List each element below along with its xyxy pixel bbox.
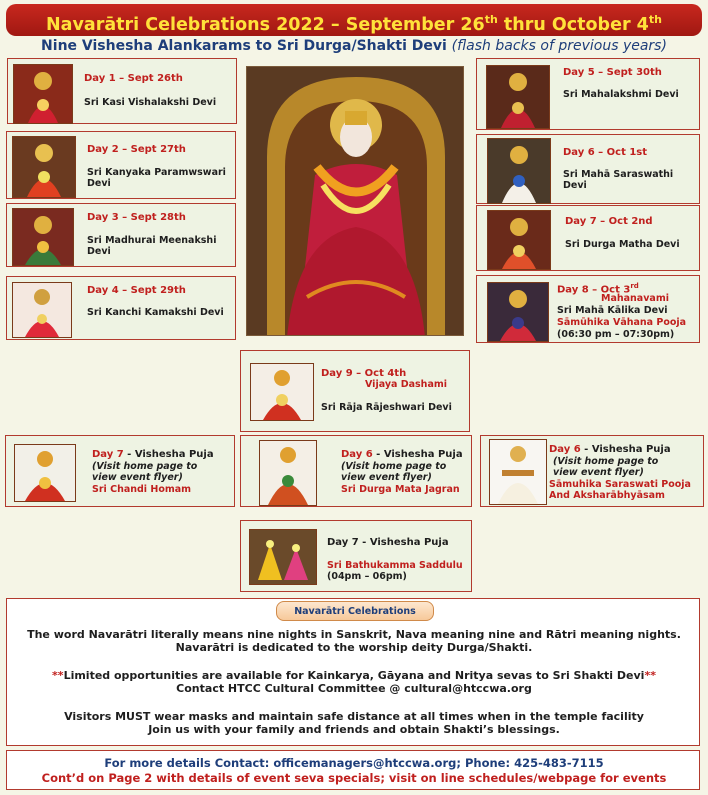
- puja-3-event: Sāmuhika Saraswati Pooja And Aksharābhyāsam: [549, 479, 691, 501]
- day-3-deity: Sri Madhurai Meenakshi Devi: [87, 235, 217, 257]
- puja-card-chandi-homam: [5, 435, 235, 507]
- puja-card-saraswati-pooja: [480, 435, 704, 507]
- day-card-1: [7, 58, 237, 124]
- puja-1-label: - Vishesha Puja: [123, 449, 214, 460]
- subtitle-note: (flash backs of previous years): [451, 38, 667, 54]
- puja-card-bathukamma: [240, 520, 472, 592]
- day-8-date-text: Day 8 – Oct 3: [557, 284, 631, 296]
- puja-2-day: Day 6: [341, 449, 373, 460]
- main-deity-photo: [246, 66, 464, 336]
- day-1-deity: Sri Kasi Vishalakshi Devi: [84, 97, 217, 108]
- day-card-5: [476, 58, 700, 130]
- day-card-3: [6, 203, 236, 267]
- day-7-deity: Sri Durga Matha Devi: [565, 239, 680, 250]
- info-contact-line: Contact HTCC Cultural Committee @ cultural@htccwa.org: [176, 682, 532, 695]
- day-3-photo: [12, 208, 74, 266]
- puja-4-title: [327, 537, 449, 548]
- day-card-9: [240, 350, 470, 432]
- puja-4-event: Sri Bathukamma Saddulu: [327, 560, 463, 571]
- info-join-line: Join us with your family and friends and obtain Shakti’s blessings.: [148, 723, 560, 736]
- puja-3-day: Day 6: [549, 444, 581, 455]
- puja-2-note: (Visit home page to view event flyer): [341, 461, 447, 483]
- day-9-deity: Sri Rāja Rājeshwari Devi: [321, 402, 452, 413]
- day-card-8: [476, 275, 700, 343]
- puja-3-photo: [489, 439, 547, 505]
- puja-2-label: - Vishesha Puja: [372, 449, 463, 460]
- day-card-6: [476, 134, 700, 204]
- puja-2-title: [341, 449, 463, 460]
- banner-title-b: thru October 4: [497, 14, 649, 35]
- day-7-photo: [487, 210, 551, 270]
- puja-1-title: [92, 449, 214, 460]
- day-8-event: Mahanavami: [601, 293, 669, 304]
- day-1-photo: [13, 64, 73, 124]
- info-paragraph-2-text: Limited opportunities are available for Kainkarya, Gāyana and Nritya sevas to Sri Shakti Devi: [63, 669, 645, 682]
- puja-1-day: Day 7: [92, 449, 124, 460]
- day-4-deity: Sri Kanchi Kamakshi Devi: [87, 307, 224, 318]
- puja-4-day: Day 7: [327, 537, 359, 548]
- footer-continued: Cont’d on Page 2 with details of event seva specials; visit on line schedules/webpage for events: [41, 771, 667, 785]
- day-2-date: Day 2 – Sept 27th: [87, 144, 186, 155]
- day-3-date: Day 3 – Sept 28th: [87, 212, 186, 223]
- banner-sup-a: th: [484, 13, 498, 26]
- info-stars-right: **: [644, 669, 656, 682]
- page-banner: [6, 4, 702, 36]
- day-8-photo: [487, 282, 549, 342]
- info-tab: Navarātri Celebrations: [276, 601, 434, 621]
- banner-sup-b: th: [648, 13, 662, 26]
- puja-2-photo: [259, 440, 317, 506]
- day-9-event: Vijaya Dashami: [365, 379, 448, 390]
- day-6-photo: [487, 138, 551, 204]
- puja-1-event: Sri Chandi Homam: [92, 484, 192, 495]
- info-masks-line: Visitors MUST wear masks and maintain safe distance at all times when in the temple facility: [64, 710, 644, 723]
- day-5-photo: [486, 65, 550, 129]
- puja-3-title: [549, 444, 671, 455]
- puja-4-time: (04pm – 06pm): [327, 571, 407, 582]
- day-8-pooja: Sāmūhika Vāhana Pooja: [557, 317, 687, 328]
- day-7-date: Day 7 – Oct 2nd: [565, 216, 653, 227]
- day-2-photo: [12, 136, 76, 198]
- day-4-photo: [12, 282, 72, 338]
- info-stars-left: **: [52, 669, 64, 682]
- day-8-deity: Sri Mahā Kālika Devi: [557, 305, 668, 316]
- day-6-deity: Sri Mahā Saraswathi Devi: [563, 169, 674, 191]
- info-paragraph-2: [14, 669, 694, 682]
- day-5-deity: Sri Mahalakshmi Devi: [563, 89, 679, 100]
- puja-2-event: Sri Durga Mata Jagran: [341, 484, 460, 495]
- day-8-date-sup: rd: [630, 282, 639, 290]
- day-card-4: [6, 276, 236, 340]
- day-9-photo: [250, 363, 314, 421]
- day-card-2: [6, 131, 236, 199]
- subtitle-main: Nine Vishesha Alankarams to Sri Durga/Shakti Devi: [41, 38, 452, 54]
- day-4-date: Day 4 – Sept 29th: [87, 285, 186, 296]
- puja-card-durga-jagran: [240, 435, 472, 507]
- day-8-time: (06:30 pm – 07:30pm): [557, 329, 675, 340]
- puja-4-photo: [249, 529, 317, 585]
- day-5-date: Day 5 – Sept 30th: [563, 67, 662, 78]
- banner-title-a: Navarātri Celebrations 2022 – September 26: [46, 14, 485, 35]
- puja-1-note: (Visit home page to view event flyer): [92, 461, 198, 483]
- day-2-deity: Sri Kanyaka Paramwswari Devi: [87, 167, 226, 189]
- footer-panel: [6, 750, 700, 790]
- page-subtitle: [0, 38, 708, 54]
- puja-4-label: - Vishesha Puja: [358, 537, 449, 548]
- puja-1-photo: [14, 444, 76, 502]
- puja-4-event-wrap: [327, 560, 463, 582]
- footer-contact: For more details Contact: officemanagers@htccwa.org; Phone: 425-483-7115: [104, 756, 604, 770]
- day-1-date: Day 1 – Sept 26th: [84, 73, 183, 84]
- day-6-date: Day 6 – Oct 1st: [563, 147, 648, 158]
- puja-3-note: (Visit home page to view event flyer): [553, 456, 659, 478]
- info-paragraph-1: The word Navarātri literally means nine nights in Sanskrit, Nava meaning nine and Rātri meaning nights. Navarātri is dedicated to the worship deity Durga/Shakti.: [27, 628, 681, 654]
- puja-3-label: - Vishesha Puja: [580, 444, 671, 455]
- day-9-date: Day 9 – Oct 4th: [321, 368, 407, 379]
- day-card-7: [476, 205, 700, 271]
